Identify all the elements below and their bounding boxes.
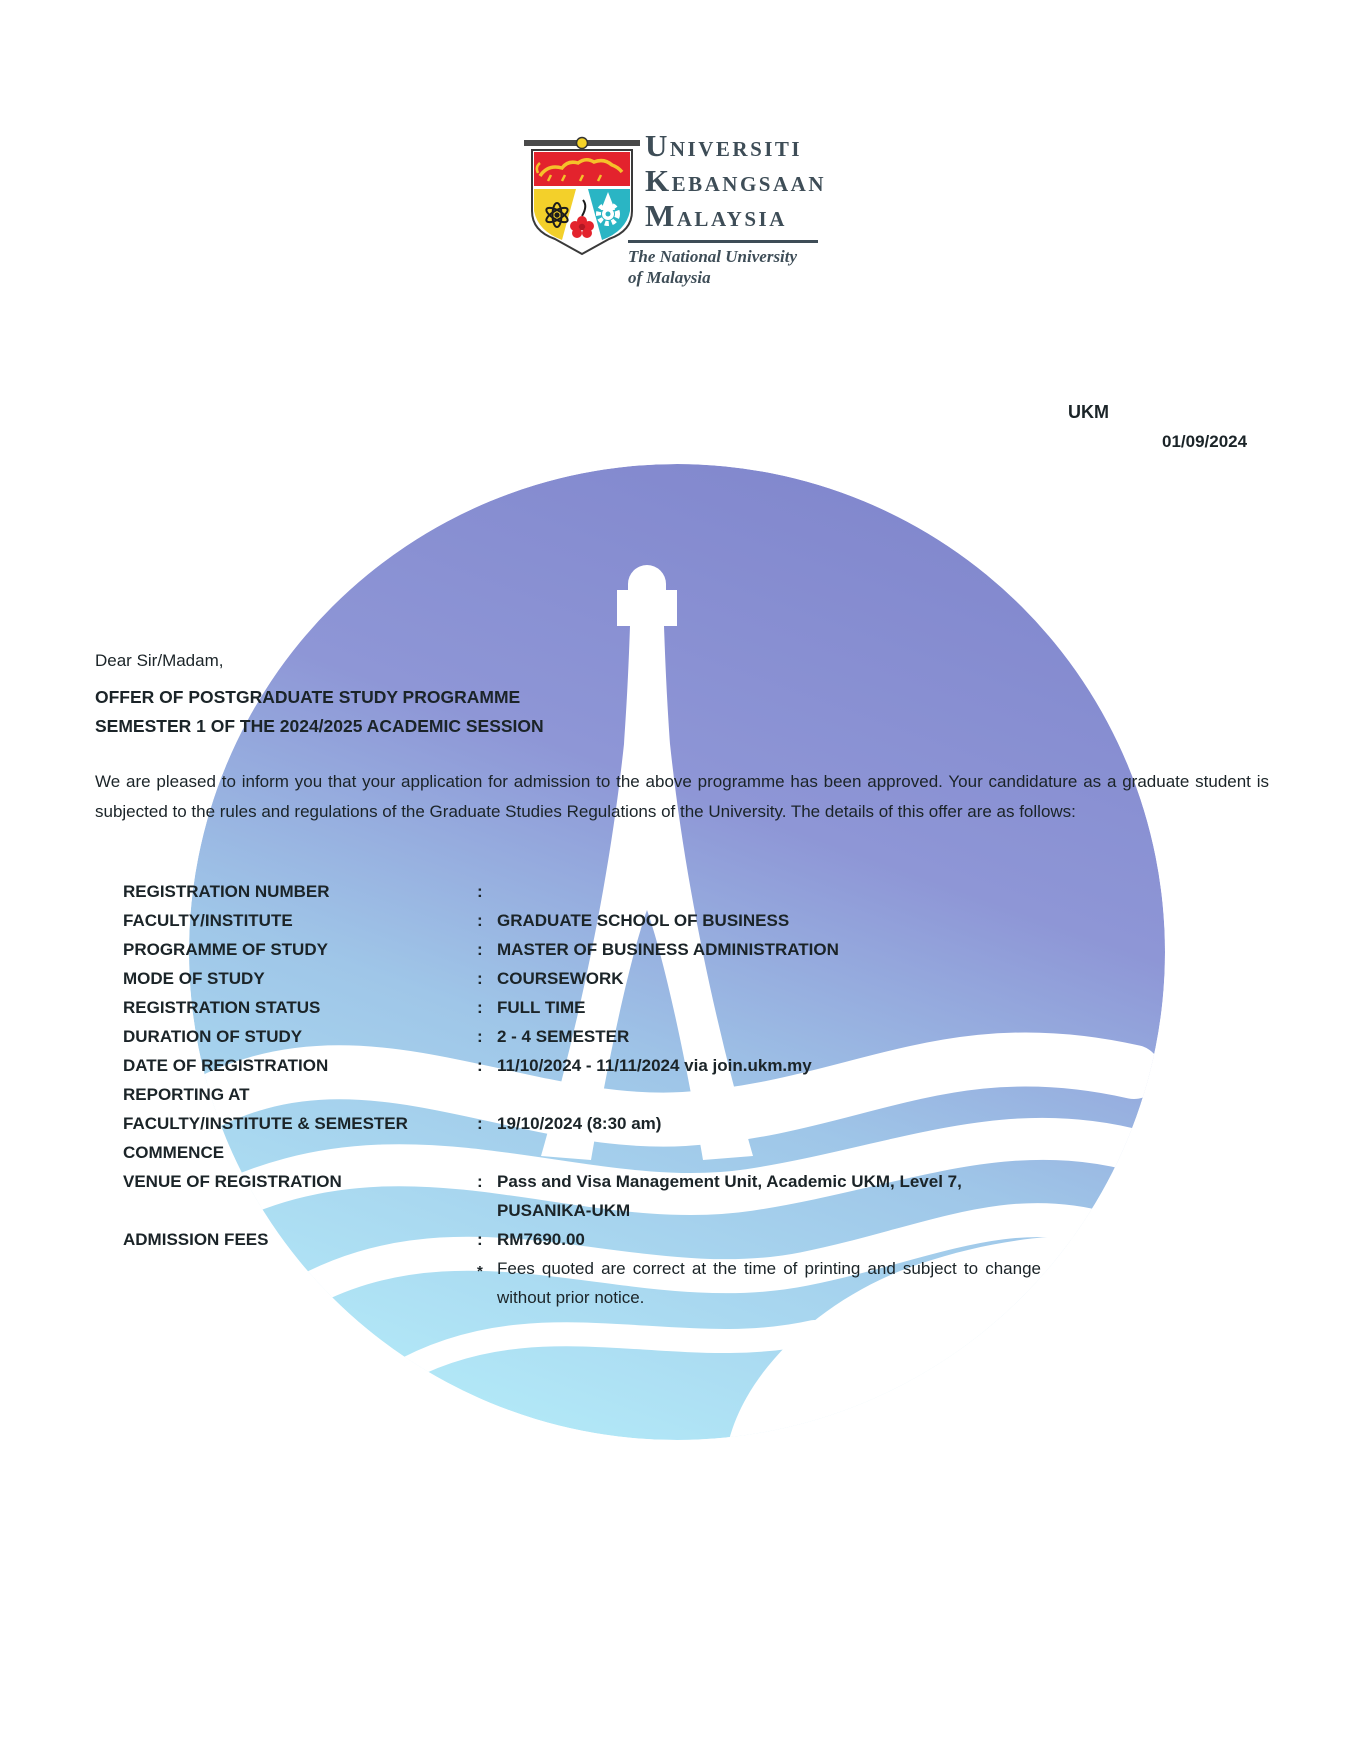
detail-label: DATE OF REGISTRATION xyxy=(123,1056,329,1075)
detail-row xyxy=(123,1080,1041,1167)
detail-row xyxy=(123,1051,1041,1080)
fees-footnote-row xyxy=(123,1254,1041,1312)
tagline-line-1: The National University xyxy=(628,247,798,266)
detail-colon: : xyxy=(477,998,483,1017)
detail-colon: : xyxy=(477,1114,483,1133)
detail-label: REGISTRATION NUMBER xyxy=(123,882,330,901)
detail-value-line: PUSANIKA-UKM xyxy=(497,1201,631,1220)
detail-label: VENUE OF REGISTRATION xyxy=(123,1172,342,1191)
detail-value: 2 - 4 SEMESTER xyxy=(497,1027,630,1046)
letter-date: 01/09/2024 xyxy=(1162,432,1248,451)
detail-label: ADMISSION FEES xyxy=(123,1230,269,1249)
body-paragraph: We are pleased to inform you that your application for admission to the above programme has been approved. Your candidature as a graduate student is subjected to the rules and regulations of the Graduate Studies Regulations of the University. The details of this offer are as follows: xyxy=(95,772,1269,821)
detail-row xyxy=(123,1022,1041,1051)
wordmark-line-1: UNIVERSITI xyxy=(645,128,803,163)
watermark-tower-block xyxy=(617,590,677,626)
salutation: Dear Sir/Madam, xyxy=(95,651,224,670)
detail-label: FACULTY/INSTITUTE xyxy=(123,911,293,930)
detail-value: 11/10/2024 - 11/11/2024 via join.ukm.my xyxy=(497,1056,812,1075)
detail-label: MODE OF STUDY xyxy=(123,969,265,988)
detail-colon: : xyxy=(477,1172,483,1191)
detail-colon: : xyxy=(477,911,483,930)
detail-row xyxy=(123,964,1041,993)
detail-value xyxy=(497,1167,1041,1225)
subject-line-1: OFFER OF POSTGRADUATE STUDY PROGRAMME xyxy=(95,687,521,707)
detail-label: DURATION OF STUDY xyxy=(123,1027,303,1046)
detail-row xyxy=(123,993,1041,1022)
detail-row xyxy=(123,935,1041,964)
ukm-crest-icon xyxy=(524,136,640,258)
detail-value: RM7690.00 xyxy=(497,1230,585,1249)
detail-row xyxy=(123,1167,1041,1225)
detail-colon: : xyxy=(477,1027,483,1046)
detail-colon: : xyxy=(477,1056,483,1075)
detail-value: 19/10/2024 (8:30 am) xyxy=(497,1114,662,1133)
detail-row xyxy=(123,906,1041,935)
university-wordmark xyxy=(645,130,826,235)
footnote-text: Fees quoted are correct at the time of printing and subject to change without prior notice. xyxy=(497,1259,1041,1307)
offer-details-table xyxy=(123,877,1041,1312)
detail-label-line: FACULTY/INSTITUTE & SEMESTER xyxy=(123,1114,408,1133)
detail-colon: : xyxy=(477,1230,483,1249)
detail-row xyxy=(123,1225,1041,1254)
detail-value: FULL TIME xyxy=(497,998,586,1017)
detail-label-line: COMMENCE xyxy=(123,1143,225,1162)
tagline-line-2: of Malaysia xyxy=(628,268,711,287)
detail-value: COURSEWORK xyxy=(497,969,624,988)
detail-value-line: Pass and Visa Management Unit, Academic UKM, Level 7, xyxy=(497,1172,962,1191)
footnote-asterisk: * xyxy=(477,1263,483,1280)
detail-value xyxy=(497,877,1041,906)
reference-code: UKM xyxy=(1068,402,1109,422)
footnote-spacer xyxy=(123,1254,477,1312)
detail-colon: : xyxy=(477,882,483,901)
detail-colon: : xyxy=(477,969,483,988)
detail-label xyxy=(123,1080,477,1167)
detail-row xyxy=(123,877,1041,906)
tagline-divider xyxy=(628,240,818,243)
detail-label: PROGRAMME OF STUDY xyxy=(123,940,328,959)
detail-label-line: REPORTING AT xyxy=(123,1085,250,1104)
detail-value: MASTER OF BUSINESS ADMINISTRATION xyxy=(497,940,839,959)
wordmark-line-3: MALAYSIA xyxy=(645,198,787,233)
detail-label: REGISTRATION STATUS xyxy=(123,998,321,1017)
crest-hanger-knob xyxy=(577,138,588,149)
detail-value: GRADUATE SCHOOL OF BUSINESS xyxy=(497,911,790,930)
university-tagline xyxy=(628,246,797,288)
subject-line-2: SEMESTER 1 OF THE 2024/2025 ACADEMIC SESSION xyxy=(95,716,544,736)
wordmark-line-2: KEBANGSAAN xyxy=(645,163,826,198)
subject-heading xyxy=(95,683,544,741)
detail-colon: : xyxy=(477,940,483,959)
